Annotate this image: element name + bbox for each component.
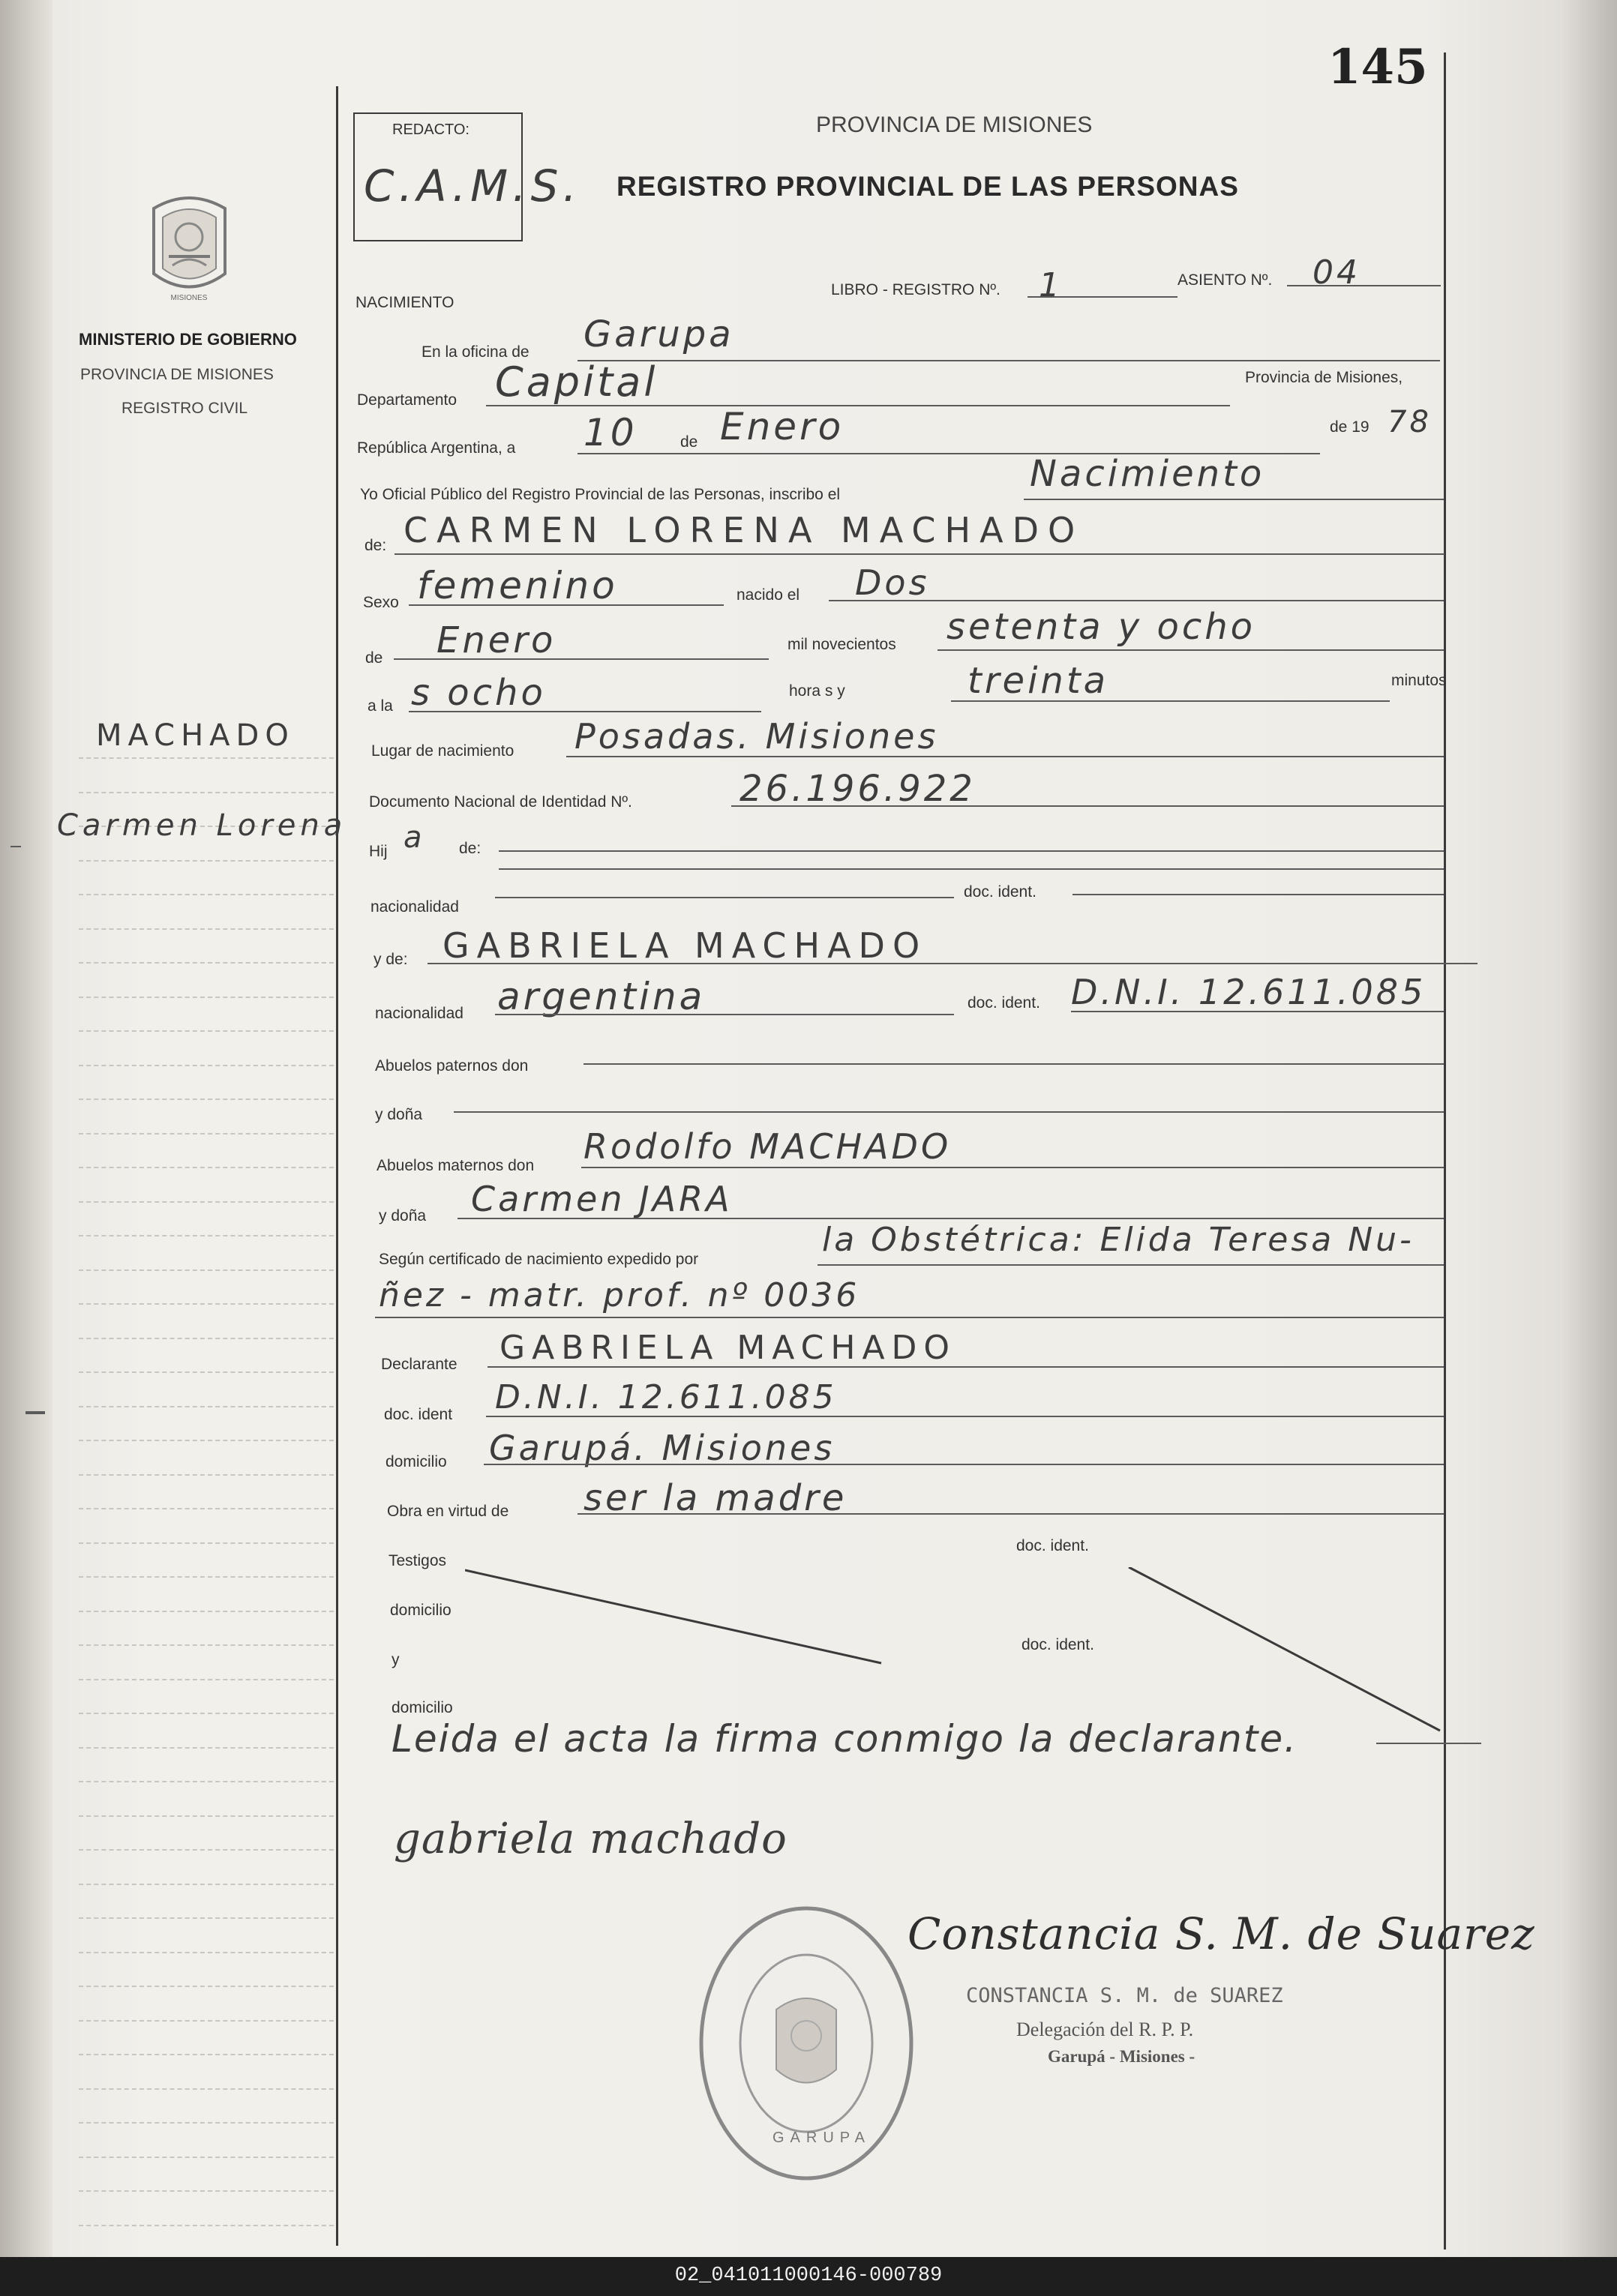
- a-las-label: a la: [368, 697, 393, 715]
- ministry-province: PROVINCIA DE MISIONES: [80, 366, 274, 383]
- margin-ruled-line: [79, 1030, 334, 1032]
- seal-bottom-text: GARUPA: [772, 2130, 871, 2146]
- stamp-name: CONSTANCIA S. M. de SUAREZ: [966, 1984, 1283, 2007]
- lugar-value: Posadas. Misiones: [574, 716, 939, 757]
- hij-line: [499, 850, 1444, 852]
- declarante-line: [488, 1366, 1444, 1368]
- mother-signature: gabriela machado: [394, 1815, 788, 1863]
- margin-tick: [10, 846, 21, 847]
- margin-ruled-line: [79, 1406, 334, 1407]
- margin-ruled-line: [79, 2157, 334, 2158]
- madre-value: GABRIELA MACHADO: [442, 925, 928, 966]
- year-value: 78: [1388, 405, 1432, 439]
- margin-ruled-line: [79, 1269, 334, 1271]
- nacionalidad2-line: [495, 1014, 954, 1015]
- margin-ruled-line: [79, 1371, 334, 1373]
- nacido-value: Dos: [855, 562, 930, 603]
- y-dona1-label: y doña: [375, 1106, 423, 1123]
- asiento-label: ASIENTO Nº.: [1178, 271, 1273, 289]
- margin-ruled-line: [79, 1611, 334, 1612]
- domicilio-line: [484, 1464, 1444, 1465]
- provincia-suffix: Provincia de Misiones,: [1245, 369, 1403, 386]
- declarante-value: GABRIELA MACHADO: [500, 1329, 957, 1367]
- margin-ruled-line: [79, 1099, 334, 1100]
- redacto-box: [353, 112, 581, 241]
- province-heading: PROVINCIA DE MISIONES: [816, 112, 1093, 137]
- registry-heading: REGISTRO PROVINCIAL DE LAS PERSONAS: [616, 171, 1239, 202]
- margin-ruled-line: [79, 1884, 334, 1885]
- departamento-line: [486, 405, 1230, 406]
- margin-ruled-line: [79, 1338, 334, 1339]
- abuelos-mat-label: Abuelos maternos don: [376, 1157, 535, 1174]
- margin-ruled-line: [79, 1986, 334, 1987]
- a-las-value: s ocho: [411, 672, 546, 714]
- domicilio3-label: domicilio: [392, 1699, 453, 1716]
- sexo-line: [409, 604, 724, 606]
- departamento-value: Capital: [495, 358, 658, 406]
- margin-surname: MACHADO: [96, 718, 295, 753]
- certificado-line2: [375, 1317, 1444, 1318]
- abuela-mat-value: Carmen JARA: [471, 1179, 733, 1219]
- abuelos-pat-line: [584, 1063, 1444, 1065]
- y-label: y: [392, 1651, 400, 1668]
- margin-ruled-line: [79, 1440, 334, 1441]
- oficina-line: [578, 360, 1440, 361]
- day-value: 10: [584, 411, 638, 454]
- certificado-label: Según certificado de nacimiento expedido por: [379, 1251, 699, 1268]
- docident1-line: [1072, 894, 1444, 895]
- asiento-line: [1287, 285, 1441, 286]
- minutos-value: treinta: [968, 660, 1109, 702]
- margin-tick: [26, 1411, 45, 1414]
- margin-divider-line: [336, 86, 338, 2246]
- y-de-label: y de:: [374, 951, 408, 968]
- y-dona2-label: y doña: [379, 1207, 427, 1224]
- dni-line: [731, 805, 1444, 807]
- abuela-mat-line: [458, 1218, 1444, 1219]
- obra-label: Obra en virtud de: [387, 1503, 509, 1520]
- margin-ruled-line: [79, 1167, 334, 1168]
- docident2-value: D.N.I. 12.611.085: [1071, 972, 1426, 1012]
- a-las-line: [409, 711, 761, 712]
- margin-ruled-line: [79, 1917, 334, 1919]
- libro-value: 1: [1039, 266, 1063, 304]
- testigos-label: Testigos: [388, 1552, 447, 1569]
- margin-ruled-line: [79, 1201, 334, 1203]
- inscribo-value: Nacimiento: [1030, 453, 1265, 495]
- republica-label: República Argentina, a: [357, 439, 516, 457]
- svg-text:MISIONES: MISIONES: [170, 294, 208, 302]
- closing-value: Leida el acta la firma conmigo la declarante.: [392, 1717, 1298, 1761]
- ministry-title: MINISTERIO DE GOBIERNO: [79, 330, 297, 349]
- hij-de-label: de:: [459, 840, 482, 857]
- nacido-line: [829, 600, 1444, 601]
- certificado-line1: [818, 1264, 1444, 1266]
- margin-ruled-line: [79, 2088, 334, 2090]
- de-nombre-label: de:: [364, 537, 387, 554]
- declarante-label: Declarante: [381, 1356, 458, 1373]
- minutos-line: [951, 700, 1390, 702]
- madre-line: [428, 963, 1478, 964]
- nombre-line: [394, 553, 1444, 555]
- docident2-line: [1071, 1011, 1444, 1012]
- margin-ruled-line: [79, 962, 334, 964]
- docident5-label: doc. ident.: [1022, 1636, 1094, 1653]
- margin-ruled-line: [79, 860, 334, 862]
- obra-value: ser la madre: [584, 1477, 848, 1519]
- anio-line: [938, 649, 1444, 651]
- docident3-value: D.N.I. 12.611.085: [495, 1378, 837, 1416]
- year-prefix: de 19: [1330, 418, 1370, 436]
- inscribo-line: [1024, 499, 1444, 500]
- abuelos-pat-label: Abuelos paternos don: [375, 1057, 529, 1075]
- dni-label: Documento Nacional de Identidad Nº.: [369, 793, 632, 811]
- domicilio2-label: domicilio: [390, 1602, 452, 1619]
- redacto-label: REDACTO:: [392, 121, 470, 138]
- margin-ruled-line: [79, 2054, 334, 2055]
- nacionalidad2-label: nacionalidad: [375, 1005, 464, 1022]
- margin-ruled-line: [79, 1713, 334, 1714]
- coat-of-arms-icon: [139, 187, 240, 304]
- margin-ruled-line: [79, 1065, 334, 1066]
- margin-ruled-line: [79, 997, 334, 998]
- docident3-line: [486, 1416, 1444, 1417]
- margin-ruled-line: [79, 1303, 334, 1305]
- domicilio-label: domicilio: [386, 1453, 447, 1470]
- oficial-text: Yo Oficial Público del Registro Provincial de las Personas, inscribo el: [360, 486, 841, 503]
- de2-label: de: [365, 649, 383, 667]
- month-value: Enero: [720, 405, 844, 448]
- redacto-initials: C.A.M.S.: [364, 160, 581, 211]
- libro-label: LIBRO - REGISTRO Nº.: [831, 281, 1000, 298]
- margin-ruled-line: [79, 1781, 334, 1782]
- certificado-value1: la Obstétrica: Elida Teresa Nu-: [822, 1221, 1414, 1259]
- nacionalidad1-label: nacionalidad: [370, 898, 459, 916]
- docident2-label: doc. ident.: [968, 994, 1040, 1012]
- hij-label: Hij: [369, 843, 388, 860]
- docident3-label: doc. ident: [384, 1406, 453, 1423]
- margin-ruled-line: [79, 1747, 334, 1749]
- mes-nac-line: [394, 658, 769, 660]
- abuelo-mat-line: [581, 1167, 1444, 1168]
- anio-value: setenta y ocho: [946, 606, 1256, 648]
- sexo-label: Sexo: [363, 594, 399, 611]
- margin-ruled-line: [79, 1133, 334, 1135]
- margin-ruled-line: [79, 792, 334, 793]
- hora-label: hora s y: [789, 682, 845, 700]
- margin-ruled-line: [79, 1644, 334, 1646]
- oficina-value: Garupa: [584, 313, 734, 355]
- docident4-label: doc. ident.: [1016, 1537, 1089, 1554]
- margin-ruled-line: [79, 757, 334, 759]
- margin-ruled-line: [79, 928, 334, 930]
- seal-text: [638, 1875, 645, 1882]
- margin-given-names: Carmen Lorena: [57, 808, 347, 843]
- margin-ruled-line: [79, 894, 334, 895]
- image-code: 02_041011000146-000789: [674, 2265, 943, 2287]
- margin-ruled-line: [79, 2122, 334, 2124]
- nombre-value: CARMEN LORENA MACHADO: [404, 510, 1084, 550]
- margin-ruled-line: [79, 1576, 334, 1578]
- page-number: 145: [1328, 39, 1428, 95]
- binding-shadow: [0, 0, 52, 2257]
- docident1-label: doc. ident.: [964, 883, 1036, 901]
- certificado-value2: ñez - matr. prof. nº 0036: [379, 1276, 860, 1314]
- cancellation-strokes: [465, 1567, 1448, 1732]
- margin-ruled-line: [79, 2225, 334, 2226]
- departamento-label: Departamento: [357, 391, 458, 409]
- abuelo-mat-value: Rodolfo MACHADO: [584, 1126, 952, 1167]
- padre-line: [499, 868, 1444, 870]
- domicilio-value: Garupá. Misiones: [489, 1428, 836, 1468]
- y-dona1-line: [454, 1111, 1444, 1113]
- nacionalidad1-line: [495, 897, 954, 898]
- margin-ruled-line: [79, 1508, 334, 1509]
- dni-value: 26.196.922: [740, 768, 976, 810]
- oficina-label: En la oficina de: [422, 343, 530, 361]
- act-type-label: NACIMIENTO: [356, 294, 454, 311]
- margin-ruled-line: [79, 1679, 334, 1680]
- margin-ruled-line: [79, 1849, 334, 1851]
- de-label: de: [680, 433, 698, 451]
- asiento-value: 04: [1312, 253, 1360, 292]
- official-signature: Constancia S. M. de Suarez: [908, 1908, 1535, 1959]
- nacionalidad2-value: argentina: [497, 975, 706, 1018]
- nacido-label: nacido el: [736, 586, 800, 604]
- margin-ruled-line: [79, 1952, 334, 1953]
- margin-ruled-line: [79, 1235, 334, 1236]
- mil-label: mil novecientos: [788, 636, 896, 653]
- minutos-label: minutos: [1391, 672, 1447, 689]
- margin-ruled-line: [79, 1815, 334, 1817]
- stamp-office: Delegación del R. P. P.: [1016, 2019, 1194, 2040]
- obra-line: [578, 1513, 1444, 1515]
- mes-nac-value: Enero: [436, 619, 556, 661]
- libro-line: [1028, 296, 1178, 298]
- sexo-value: femenino: [417, 564, 618, 607]
- margin-ruled-line: [79, 2190, 334, 2192]
- margin-ruled-line: [79, 1542, 334, 1544]
- stamp-place: Garupá - Misiones -: [1048, 2047, 1196, 2066]
- closing-line: [1376, 1743, 1481, 1744]
- lugar-label: Lugar de nacimiento: [371, 742, 514, 760]
- margin-ruled-line: [79, 2020, 334, 2022]
- lugar-line: [566, 756, 1444, 757]
- civil-registry-label: REGISTRO CIVIL: [122, 400, 248, 417]
- margin-ruled-line: [79, 1474, 334, 1476]
- hij-value: a: [404, 820, 425, 855]
